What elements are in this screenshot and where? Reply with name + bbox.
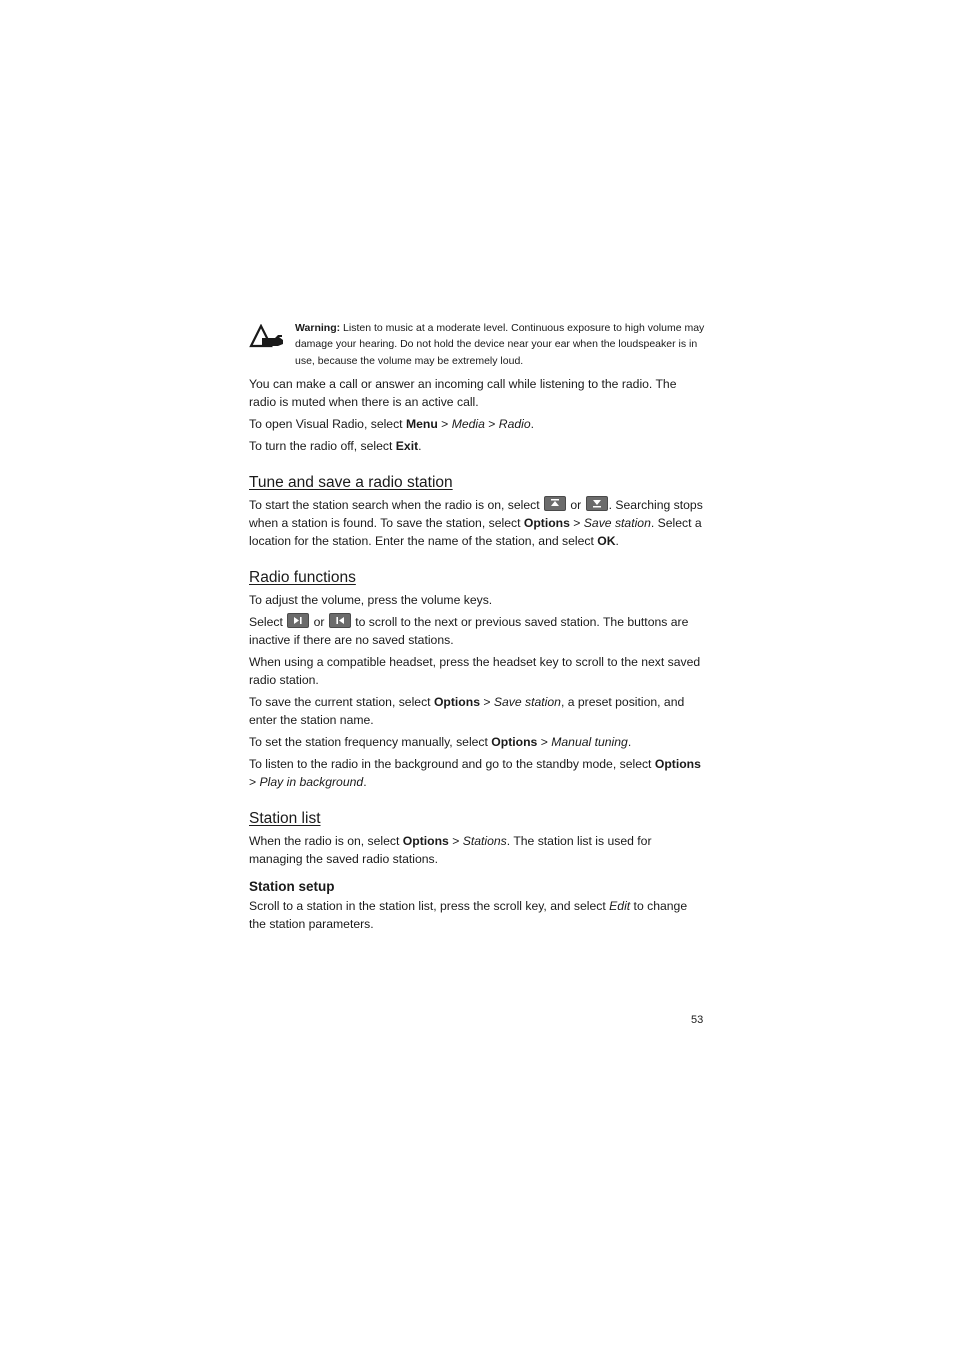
previous-station-key-icon (329, 613, 351, 628)
intro-paragraph-2: To open Visual Radio, select Menu > Media > Radio. (249, 416, 535, 431)
radio-paragraph-1: To adjust the volume, press the volume keys. (249, 592, 493, 607)
ok-keyword: OK (597, 533, 616, 548)
station-setup-paragraph: Scroll to a station in the station list, press the scroll key, and select Edit to change the station parameters. (249, 898, 688, 931)
radio-paragraph-6: To listen to the radio in the background and go to the standby mode, select Options > Play in background. (249, 756, 701, 789)
tune-heading: Tune and save a radio station (249, 473, 453, 491)
radio-functions-heading: Radio functions (249, 568, 356, 586)
page-number: 53 (691, 1014, 704, 1026)
warning-note (249, 320, 705, 369)
radio-paragraph-4: To save the current station, select Options > Save station, a preset position, and enter the station name. (249, 694, 685, 727)
next-station-key-icon (287, 613, 309, 628)
search-up-key-icon (544, 496, 566, 511)
save-station-keyword: Save station (583, 515, 651, 530)
station-setup-heading: Station setup (249, 878, 335, 894)
radio-keyword: Radio (498, 416, 531, 431)
options-keyword: Options (523, 515, 570, 530)
warning-text: Listen to music at a moderate level. Continuous exposure to high volume may damage your hearing. Do not hold the device near your ear when the loudspeaker is in use, because the volume may be extremely loud. (295, 322, 705, 367)
station-list-paragraph: When the radio is on, select Options > Stations. The station list is used for managing the saved radio stations. (249, 833, 652, 866)
radio-paragraph-5: To set the station frequency manually, select Options > Manual tuning. (249, 734, 632, 749)
intro-paragraph-1: You can make a call or answer an incoming call while listening to the radio. The radio is muted when there is an active call. (249, 376, 677, 409)
intro-paragraph-3: To turn the radio off, select Exit. (249, 438, 422, 453)
tune-paragraph: To start the station search when the radio is on, select or . Searching stops when a station is found. To save the station, select Options > Save station. Select a location for the station. Enter the name of the station, and select OK. (249, 497, 703, 548)
warning-hand-icon (249, 324, 285, 350)
warning-label: Warning: (295, 322, 341, 334)
menu-keyword: Menu (405, 416, 438, 431)
media-keyword: Media (451, 416, 485, 431)
station-list-heading: Station list (249, 809, 321, 827)
search-down-key-icon (586, 496, 608, 511)
exit-keyword: Exit (395, 438, 419, 453)
radio-paragraph-3: When using a compatible headset, press the headset key to scroll to the next saved radio station. (249, 654, 701, 687)
radio-paragraph-2: Select or to scroll to the next or previous saved station. The buttons are inactive if there are no saved stations. (249, 614, 689, 647)
manual-page (249, 320, 705, 937)
